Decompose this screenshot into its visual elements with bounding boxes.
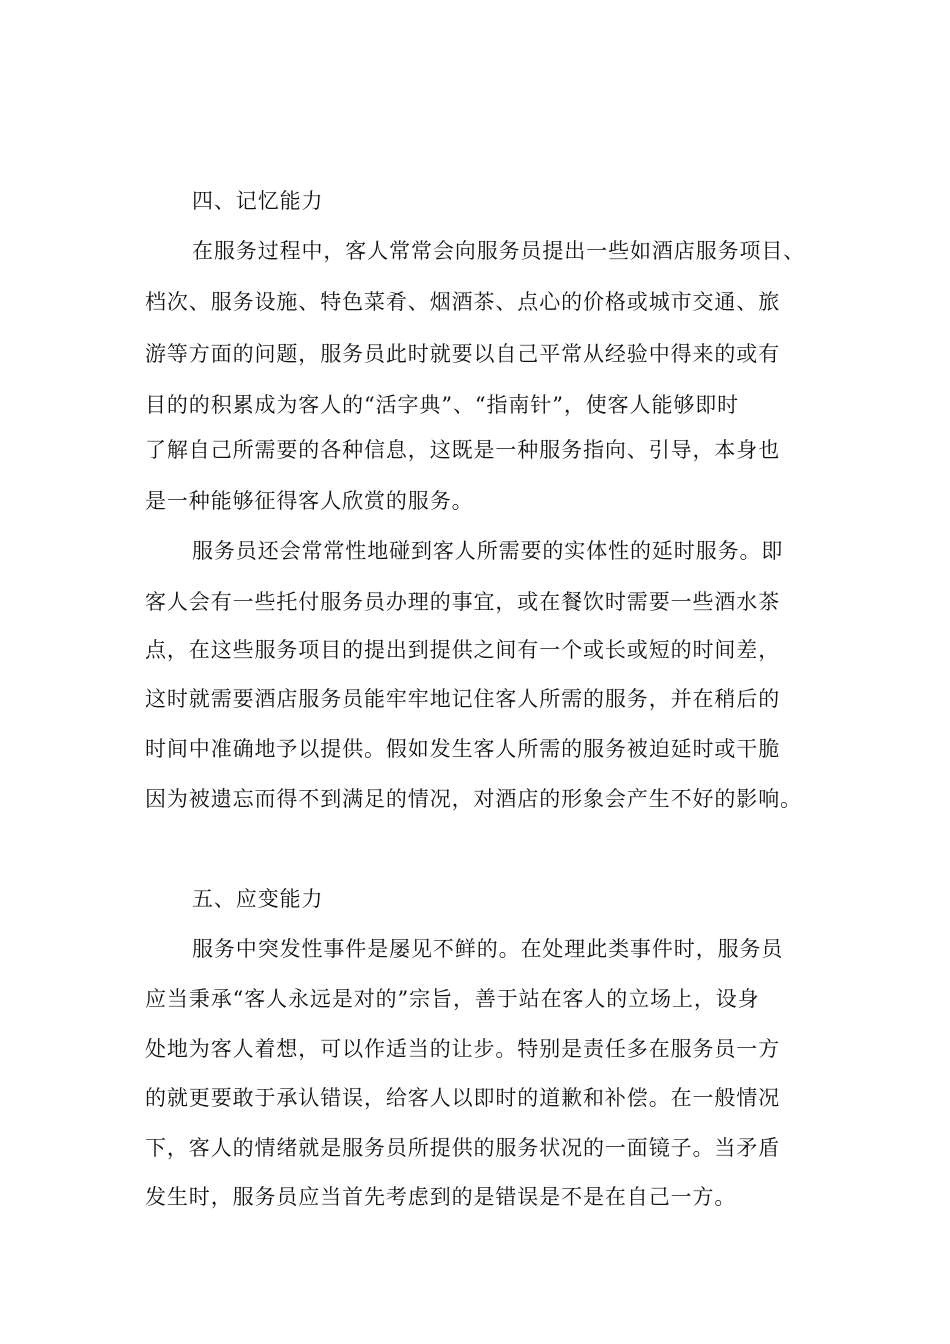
paragraph-line: 处地为客人着想，可以作适当的让步。特别是责任多在服务员一方 (145, 1037, 781, 1061)
section-heading-adaptability: 五、应变能力 (192, 887, 324, 911)
paragraph-line: 服务中突发性事件是屡见不鲜的。在处理此类事件时，服务员 (192, 937, 784, 961)
paragraph-line: 在服务过程中，客人常常会向服务员提出一些如酒店服务项目、 (192, 239, 806, 263)
paragraph-line: 点，在这些服务项目的提出到提供之间有一个或长或短的时间差， (145, 638, 781, 662)
paragraph-line: 的就更要敢于承认错误，给客人以即时的道歉和补偿。在一般情况 (145, 1086, 781, 1110)
paragraph-line: 了解自己所需要的各种信息，这既是一种服务指向、引导，本身也 (145, 438, 781, 462)
paragraph-line: 服务员还会常常性地碰到客人所需要的实体性的延时服务。即 (192, 539, 784, 563)
paragraph-line: 下，客人的情绪就是服务员所提供的服务状况的一面镜子。当矛盾 (145, 1136, 781, 1160)
paragraph-line: 因为被遗忘而得不到满足的情况，对酒店的形象会产生不好的影响。 (145, 787, 802, 811)
paragraph-line: 目的的积累成为客人的“活字典”、“指南针”，使客人能够即时 (145, 393, 740, 417)
paragraph-line: 档次、服务设施、特色菜肴、烟酒茶、点心的价格或城市交通、旅 (145, 290, 781, 314)
paragraph-line: 这时就需要酒店服务员能牢牢地记住客人所需的服务，并在稍后的 (145, 687, 781, 711)
paragraph-line: 应当秉承“客人永远是对的”宗旨，善于站在客人的立场上，设身 (145, 987, 760, 1011)
paragraph-line: 是一种能够征得客人欣赏的服务。 (145, 489, 474, 513)
paragraph-line: 时间中准确地予以提供。假如发生客人所需的服务被迫延时或干脆 (145, 737, 781, 761)
paragraph-line: 游等方面的问题，服务员此时就要以自己平常从经验中得来的或有 (145, 342, 781, 366)
paragraph-line: 客人会有一些托付服务员办理的事宜，或在餐饮时需要一些酒水茶 (145, 590, 781, 614)
paragraph-line: 发生时，服务员应当首先考虑到的是错误是不是在自己一方。 (145, 1185, 737, 1209)
section-heading-memory: 四、记忆能力 (192, 189, 324, 213)
